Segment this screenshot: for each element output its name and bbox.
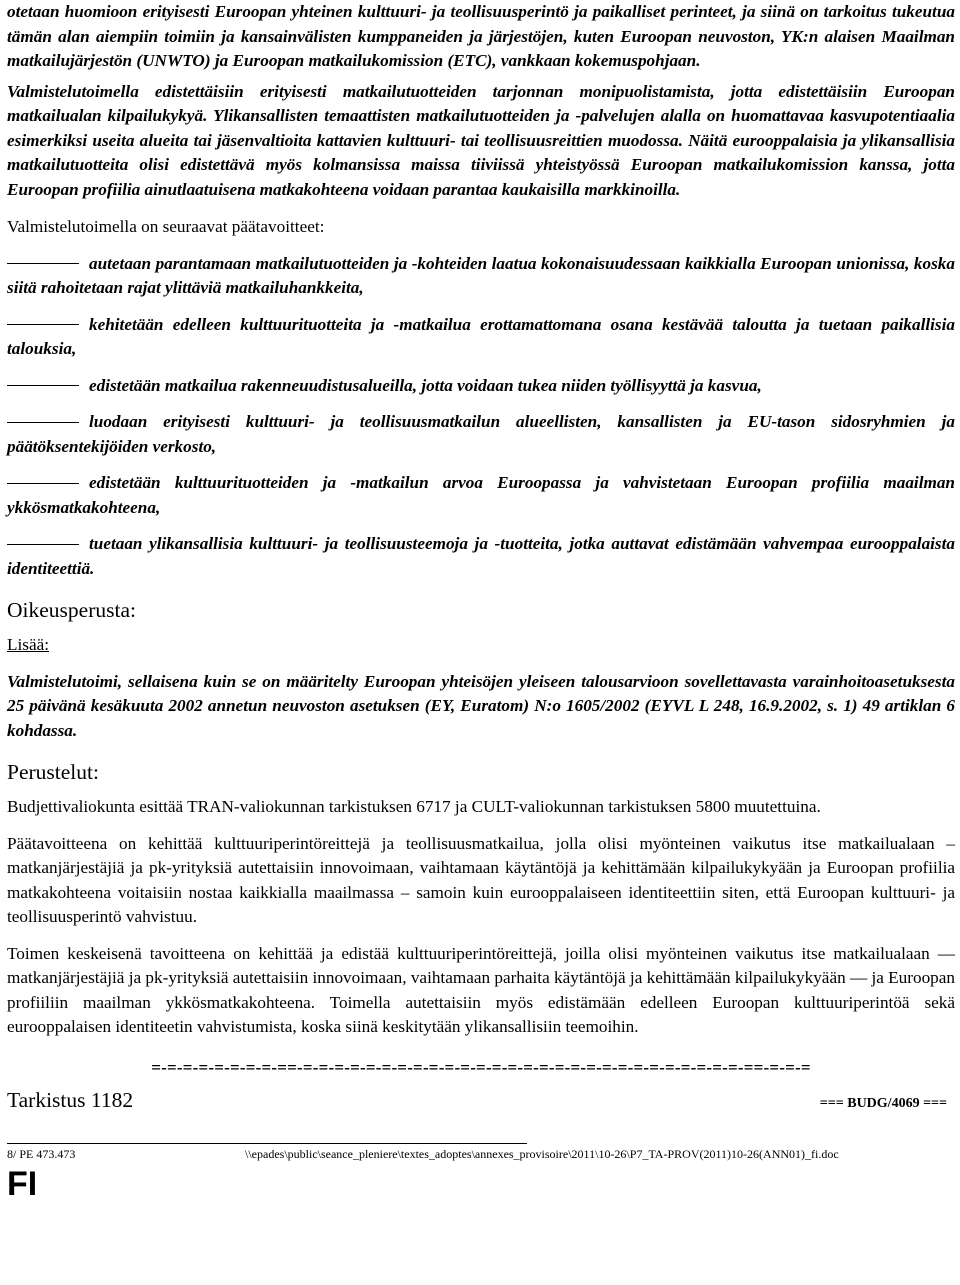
language-code: FI <box>7 1164 38 1203</box>
objective-text: edistetään matkailua rakenneuudistusalueilla, jotta voidaan tukea niiden työllisyyttä ja kasvua, <box>89 375 762 395</box>
separator-line: =-=-=-=-=-=-=-=-==-=-=-=-=-=-=-=-=-=-=-=-=-=-=-=-=-=-=-=-=-=-=-=-=-=-=-=-=-==-=-=-= <box>151 1057 811 1077</box>
footer-rule <box>7 1143 527 1144</box>
amendment-header <box>7 1088 955 1113</box>
objective-item <box>7 471 955 520</box>
amendment-title: Tarkistus 1182 <box>7 1087 134 1112</box>
objective-text: kehitetään edelleen kulttuurituotteita ja -matkailua erottamattomana osana kestävää taloutta ja tuetaan paikallisia talouksia, <box>7 314 955 358</box>
file-path: \\epades\public\seance_pleniere\textes_adoptes\annexes_provisoire\2011\10-26\P7_TA-PROV(2011)10-26(ANN01)_fi.doc <box>245 1146 839 1161</box>
legal-basis-text: Valmistelutoimi, sellaisena kuin se on määritelty Euroopan yhteisöjen yleiseen talousarvioon sovellettavasta varainhoitoasetuksesta 25 päivänä kesäkuuta 2002 annetun neuvoston asetuksen (EY, Euratom) N:o 1605/2002 (EYVL L 248, 16.9.2002, s. 1) 49 artiklan 6 kohdassa. <box>7 671 955 740</box>
dash-marker <box>7 544 79 545</box>
objective-text: tuetaan ylikansallisia kulttuuri- ja teollisuusteemoja ja -tuotteita, jotka auttavat edistämään vahvempaa eurooppalaista identiteettiä. <box>7 534 955 578</box>
dash-marker <box>7 385 79 386</box>
objective-text: luodaan erityisesti kulttuuri- ja teollisuusmatkailun alueellisten, kansallisten ja EU-tason sidosryhmien ja päätöksentekijöiden verkosto, <box>7 412 955 456</box>
objectives-title: Valmistelutoimella on seuraavat päätavoitteet: <box>7 217 325 236</box>
justification-paragraph-1: Budjettivaliokunta esittää TRAN-valiokunnan tarkistuksen 6717 ja CULT-valiokunnan tarkistuksen 5800 muutettuina. <box>7 797 821 816</box>
page-footer <box>7 1146 955 1162</box>
justification-heading: Perustelut: <box>7 760 99 784</box>
objective-item <box>7 532 955 581</box>
intro-paragraph-1: otetaan huomioon erityisesti Euroopan yhteinen kulttuuri- ja teollisuusperintö ja paikalliset perinteet, ja siinä on tarkoitus tukeutua tämän alan aiempiin toimiin ja kansainvälisten kumppaneiden ja järjestöjen, kuten Euroopan neuvoston, YK:n alaisen Maailman matkailujärjestön (UNWTO) ja Euroopan matkailukomission (ETC), vankkaan kokemuspohjaan. <box>7 2 955 70</box>
justification-paragraph-2: Päätavoitteena on kehittää kulttuuriperintöreittejä ja teollisuusmatkailua, jolla olisi myönteinen vaikutus itse matkailualaan – matkanjärjestäjiä ja pk-yrityksiä autettaisiin innovoimaan, vaihtamaan käytäntöjä ja kehittämään kilpailukykyään ja Euroopan profiilia matkakohteena voitaisiin nostaa kaikkialla maailmassa – samoin kuin eurooppalaiseen identiteettiin siten, että Euroopan kulttuuri- ja teollisuusperintö vahvistuu. <box>7 833 955 926</box>
objective-text: edistetään kulttuurituotteiden ja -matkailun arvoa Euroopassa ja vahvistetaan Euroopan profiilia maailman ykkösmatkakohteena, <box>7 473 955 517</box>
dash-marker <box>7 324 79 325</box>
dash-marker <box>7 483 79 484</box>
objective-item <box>7 374 955 399</box>
page-reference: 8/ PE 473.473 <box>7 1146 76 1161</box>
justification-paragraph-3: Toimen keskeisenä tavoitteena on kehittää ja edistää kulttuuriperintöreittejä, joilla olisi myönteinen vaikutus itse matkailualaan — matkanjärjestäjiä ja pk-yrityksiä autettaisiin innovoimaan, vaihtamaan parhaita käytäntöjä ja kehittämään kilpailukykyään — ja Euroopan profiiliin maailman ykkösmatkakohteena. Toimella autettaisiin myös edistämään edelleen Euroopan kulttuuriperintöä sekä eurooppalaisen identiteetin vahvistumista, koska siinä keskitytään ylikansallisiin teemoihin. <box>7 943 955 1036</box>
legal-basis-heading: Oikeusperusta: <box>7 598 136 622</box>
add-label: Lisää: <box>7 635 49 654</box>
intro-paragraph-2: Valmistelutoimella edistettäisiin erityisesti matkailutuotteiden tarjonnan monipuolistamista, jotta edistettäisiin Euroopan matkailualan kilpailukykyä. Ylikansallisten temaattisten matkailutuotteiden ja -palvelujen alalla on huomattavaa kasvupotentiaalia esimerkiksi useita alueita tai jäsenvaltioita kattavien kulttuuri- tai teollisuusreittien muodossa. Näitä eurooppalaisia ja ylikansallisia matkailutuotteita olisi edistettävä myös kolmansissa maissa tiiviissä yhteistyössä Euroopan matkailukomission kanssa, jotta Euroopan profiilia ainutlaatuisena matkakohteena voidaan parantaa kaukaisilla markkinoilla. <box>7 81 955 199</box>
dash-marker <box>7 263 79 264</box>
budget-reference: === BUDG/4069 === <box>819 1095 947 1111</box>
document-page <box>7 0 955 1202</box>
objective-item <box>7 252 955 301</box>
objective-item <box>7 410 955 459</box>
dash-marker <box>7 422 79 423</box>
objective-text: autetaan parantamaan matkailutuotteiden ja -kohteiden laatua kokonaisuudessaan kaikkialla Euroopan unionissa, koska siitä rahoitetaan rajat ylittäviä matkailuhankkeita, <box>7 253 955 297</box>
objective-item <box>7 313 955 362</box>
